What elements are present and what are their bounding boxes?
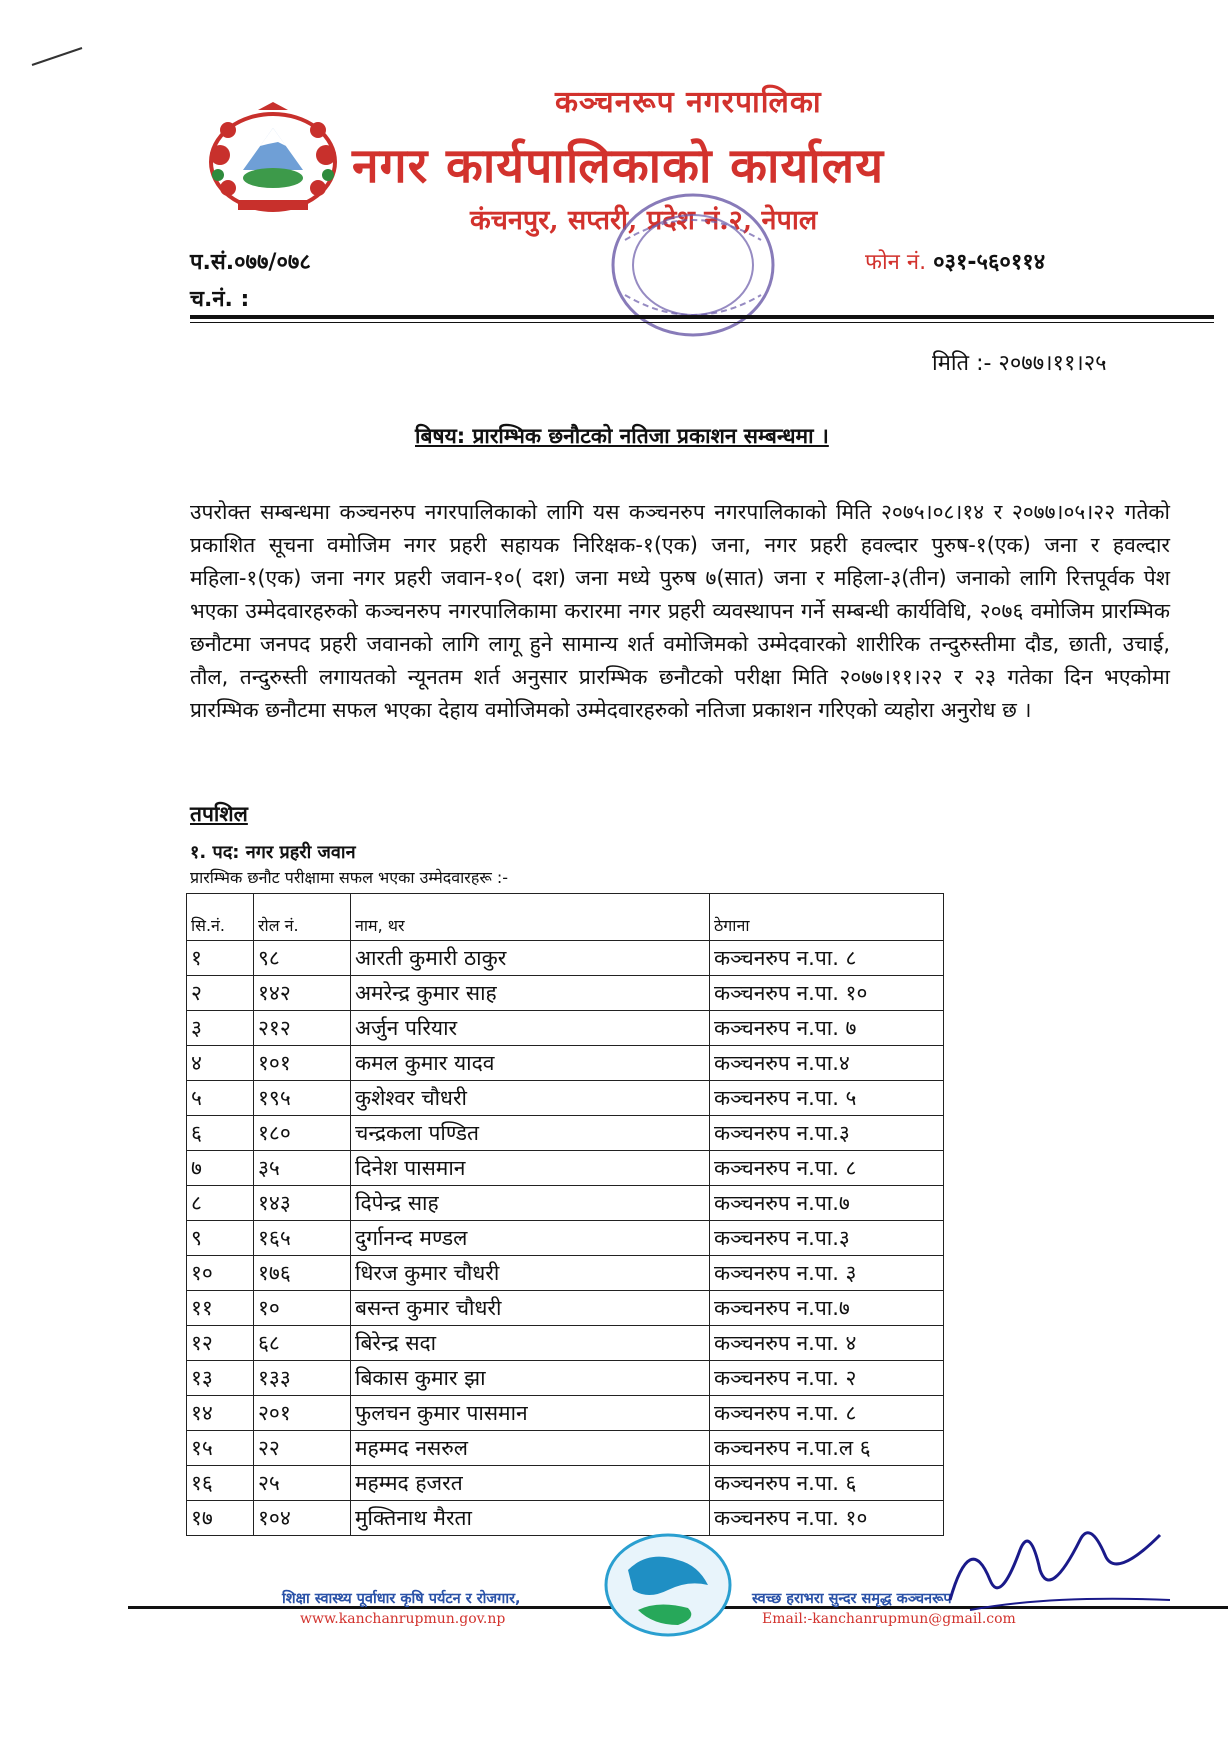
cell-name: दिनेश पासमान <box>351 1151 710 1186</box>
cell-roll: ६८ <box>254 1326 351 1361</box>
office-stamp-icon <box>585 180 800 350</box>
table-row <box>187 1396 944 1431</box>
cell-roll: १०१ <box>254 1046 351 1081</box>
cell-serial: ७ <box>187 1151 254 1186</box>
table-row <box>187 1151 944 1186</box>
cell-roll: १३३ <box>254 1361 351 1396</box>
cell-name: फुलचन कुमार पासमान <box>351 1396 710 1431</box>
table-body <box>187 941 944 1536</box>
cell-name: कमल कुमार यादव <box>351 1046 710 1081</box>
letter-date: मिति :- २०७७।११।२५ <box>932 351 1107 376</box>
cell-serial: १० <box>187 1256 254 1291</box>
cell-roll: १९५ <box>254 1081 351 1116</box>
cell-roll: १०४ <box>254 1501 351 1536</box>
cell-serial: ९ <box>187 1221 254 1256</box>
cell-address: कञ्चनरुप न.पा. २ <box>710 1361 944 1396</box>
table-row <box>187 1046 944 1081</box>
cell-address: कञ्चनरुप न.पा. ५ <box>710 1081 944 1116</box>
cell-address: कञ्चनरुप न.पा.७ <box>710 1186 944 1221</box>
cell-roll: १० <box>254 1291 351 1326</box>
cell-name: महम्मद नसरुल <box>351 1431 710 1466</box>
cell-roll: १४२ <box>254 976 351 1011</box>
reference-number: प.सं.०७७/०७८ <box>190 250 311 275</box>
table-row <box>187 1011 944 1046</box>
cell-name: अमरेन्द्र कुमार साह <box>351 976 710 1011</box>
cell-serial: १५ <box>187 1431 254 1466</box>
table-row <box>187 1186 944 1221</box>
table-row <box>187 941 944 976</box>
footer-slogan-right: स्वच्छ हराभरा सुन्दर समृद्ध कञ्चनरूप <box>752 1591 952 1607</box>
cell-serial: ६ <box>187 1116 254 1151</box>
table-row <box>187 1501 944 1536</box>
table-row <box>187 1361 944 1396</box>
header-serial: सि.नं. <box>187 894 254 941</box>
header-divider-thin <box>190 322 1214 323</box>
cell-roll: २२ <box>254 1431 351 1466</box>
list-caption: प्रारम्भिक छनौट परीक्षामा सफल भएका उम्मेदवारहरू :- <box>190 868 509 887</box>
cell-address: कञ्चनरुप न.पा. ३ <box>710 1256 944 1291</box>
cell-name: बसन्त कुमार चौधरी <box>351 1291 710 1326</box>
cell-address: कञ्चनरुप न.पा.ल ६ <box>710 1431 944 1466</box>
cell-address: कञ्चनरुप न.पा. १० <box>710 1501 944 1536</box>
header-address: ठेगाना <box>710 894 944 941</box>
cell-name: आरती कुमारी ठाकुर <box>351 941 710 976</box>
cell-serial: ३ <box>187 1011 254 1046</box>
table-row <box>187 1221 944 1256</box>
cell-name: धिरज कुमार चौधरी <box>351 1256 710 1291</box>
cell-roll: ९८ <box>254 941 351 976</box>
cell-address: कञ्चनरुप न.पा. ८ <box>710 1151 944 1186</box>
cell-address: कञ्चनरुप न.पा. ७ <box>710 1011 944 1046</box>
cell-address: कञ्चनरुप न.पा. ६ <box>710 1466 944 1501</box>
footer-slogan-left: शिक्षा स्वास्थ्य पूर्वाधार कृषि पर्यटन र रोजगार, <box>282 1591 521 1607</box>
cell-address: कञ्चनरुप न.पा. ८ <box>710 1396 944 1431</box>
cell-address: कञ्चनरुप न.पा.७ <box>710 1291 944 1326</box>
cell-roll: १६५ <box>254 1221 351 1256</box>
table-row <box>187 1326 944 1361</box>
cell-name: अर्जुन परियार <box>351 1011 710 1046</box>
cell-serial: १६ <box>187 1466 254 1501</box>
cell-serial: १३ <box>187 1361 254 1396</box>
table-header-row <box>187 894 944 941</box>
header-roll: रोल नं. <box>254 894 351 941</box>
letter-body: उपरोक्त सम्बन्धमा कञ्चनरुप नगरपालिकाको लागि यस कञ्चनरुप नगरपालिकाको मिति २०७५।०८।१४ र २०७७।०५।२२ गतेको प्रकाशित सूचना वमोजिम नगर प्रहरी सहायक निरिक्षक-१(एक) जना, नगर प्रहरी हवल्दार पुरुष-१(एक) जना र हवल्दार महिला-१(एक) जना नगर प्रहरी जवान-१०( दश) जना मध्ये पुरुष ७(सात) जना र महिला-३(तीन) जनाको लागि रित्तपूर्वक पेश भएका उम्मेदवारहरुको कञ्चनरुप नगरपालिकामा करारमा नगर प्रहरी व्यवस्थापन गर्ने सम्बन्धी कार्यविधि, २०७६ वमोजिम प्रारम्भिक छनौटमा जनपद प्रहरी जवानको लागि लागू हुने सामान्य शर्त वमोजिमको उम्मेदवारको शारीरिक तन्दुरुस्तीमा दौड, छाती, उचाई, तौल, तन्दुरुस्ती लगायतको न्यूनतम शर्त अनुसार प्रारम्भिक छनौटको परीक्षा मिति २०७७।११।२२ र २३ गतेका दिन भएकोमा प्रारम्भिक छनौटमा सफल भएका देहाय वमोजिमको उम्मेदवारहरुको नतिजा प्रकाशन गरिएको व्यहोरा अनुरोध छ । <box>190 500 1170 722</box>
cell-roll: १४३ <box>254 1186 351 1221</box>
table-row <box>187 1116 944 1151</box>
phone-value: ०३१-५६०११४ <box>933 250 1046 275</box>
cell-serial: १४ <box>187 1396 254 1431</box>
cell-name: महम्मद हजरत <box>351 1466 710 1501</box>
table-row <box>187 976 944 1011</box>
cell-roll: १७६ <box>254 1256 351 1291</box>
pen-mark-icon <box>30 40 90 70</box>
cell-serial: १ <box>187 941 254 976</box>
cell-roll: २०१ <box>254 1396 351 1431</box>
cell-name: बिरेन्द्र सदा <box>351 1326 710 1361</box>
details-heading: तपशिल <box>190 802 248 826</box>
header-divider <box>190 315 1214 319</box>
cell-name: दिपेन्द्र साह <box>351 1186 710 1221</box>
cell-address: कञ्चनरुप न.पा.३ <box>710 1116 944 1151</box>
letter-subject: बिषय: प्रारम्भिक छनौटको नतिजा प्रकाशन सम्बन्धमा । <box>415 424 829 448</box>
cell-address: कञ्चनरुप न.पा.४ <box>710 1046 944 1081</box>
cell-serial: २ <box>187 976 254 1011</box>
office-address: कंचनपुर, सप्तरी, प्रदेश नं.२, नेपाल <box>470 205 818 236</box>
cell-address: कञ्चनरुप न.पा. १० <box>710 976 944 1011</box>
cell-name: दुर्गानन्द मण्डल <box>351 1221 710 1256</box>
table-row <box>187 1256 944 1291</box>
cell-serial: ५ <box>187 1081 254 1116</box>
nepal-emblem-icon <box>198 100 348 218</box>
municipality-name: कञ्चनरूप नगरपालिका <box>555 85 822 120</box>
results-table <box>186 893 944 1536</box>
cell-serial: १७ <box>187 1501 254 1536</box>
cell-name: कुशेश्वर चौधरी <box>351 1081 710 1116</box>
table-row <box>187 1081 944 1116</box>
dispatch-number: च.नं. : <box>190 287 250 312</box>
website-link[interactable]: www.kanchanrupmun.gov.np <box>300 1611 506 1627</box>
table-row <box>187 1291 944 1326</box>
cell-address: कञ्चनरुप न.पा. ४ <box>710 1326 944 1361</box>
table-row <box>187 1466 944 1501</box>
office-name: नगर कार्यपालिकाको कार्यालय <box>352 138 885 194</box>
cell-name: बिकास कुमार झा <box>351 1361 710 1396</box>
cell-name: चन्द्रकला पण्डित <box>351 1116 710 1151</box>
cell-serial: ४ <box>187 1046 254 1081</box>
cell-serial: ८ <box>187 1186 254 1221</box>
cell-roll: २१२ <box>254 1011 351 1046</box>
table-row <box>187 1431 944 1466</box>
phone-label: फोन नं. <box>865 250 927 275</box>
phone-number <box>865 246 1045 276</box>
signature-icon <box>930 1510 1190 1620</box>
cell-name: मुक्तिनाथ मैरता <box>351 1501 710 1536</box>
header-name: नाम, थर <box>351 894 710 941</box>
post-title: १. पद: नगर प्रहरी जवान <box>190 842 356 863</box>
cell-roll: १८० <box>254 1116 351 1151</box>
email-link[interactable]: Email:-kanchanrupmun@gmail.com <box>762 1611 1016 1627</box>
cell-address: कञ्चनरुप न.पा.३ <box>710 1221 944 1256</box>
cell-serial: १२ <box>187 1326 254 1361</box>
cell-roll: २५ <box>254 1466 351 1501</box>
cell-roll: ३५ <box>254 1151 351 1186</box>
globe-logo-icon <box>598 1530 738 1640</box>
cell-address: कञ्चनरुप न.पा. ८ <box>710 941 944 976</box>
cell-serial: ११ <box>187 1291 254 1326</box>
